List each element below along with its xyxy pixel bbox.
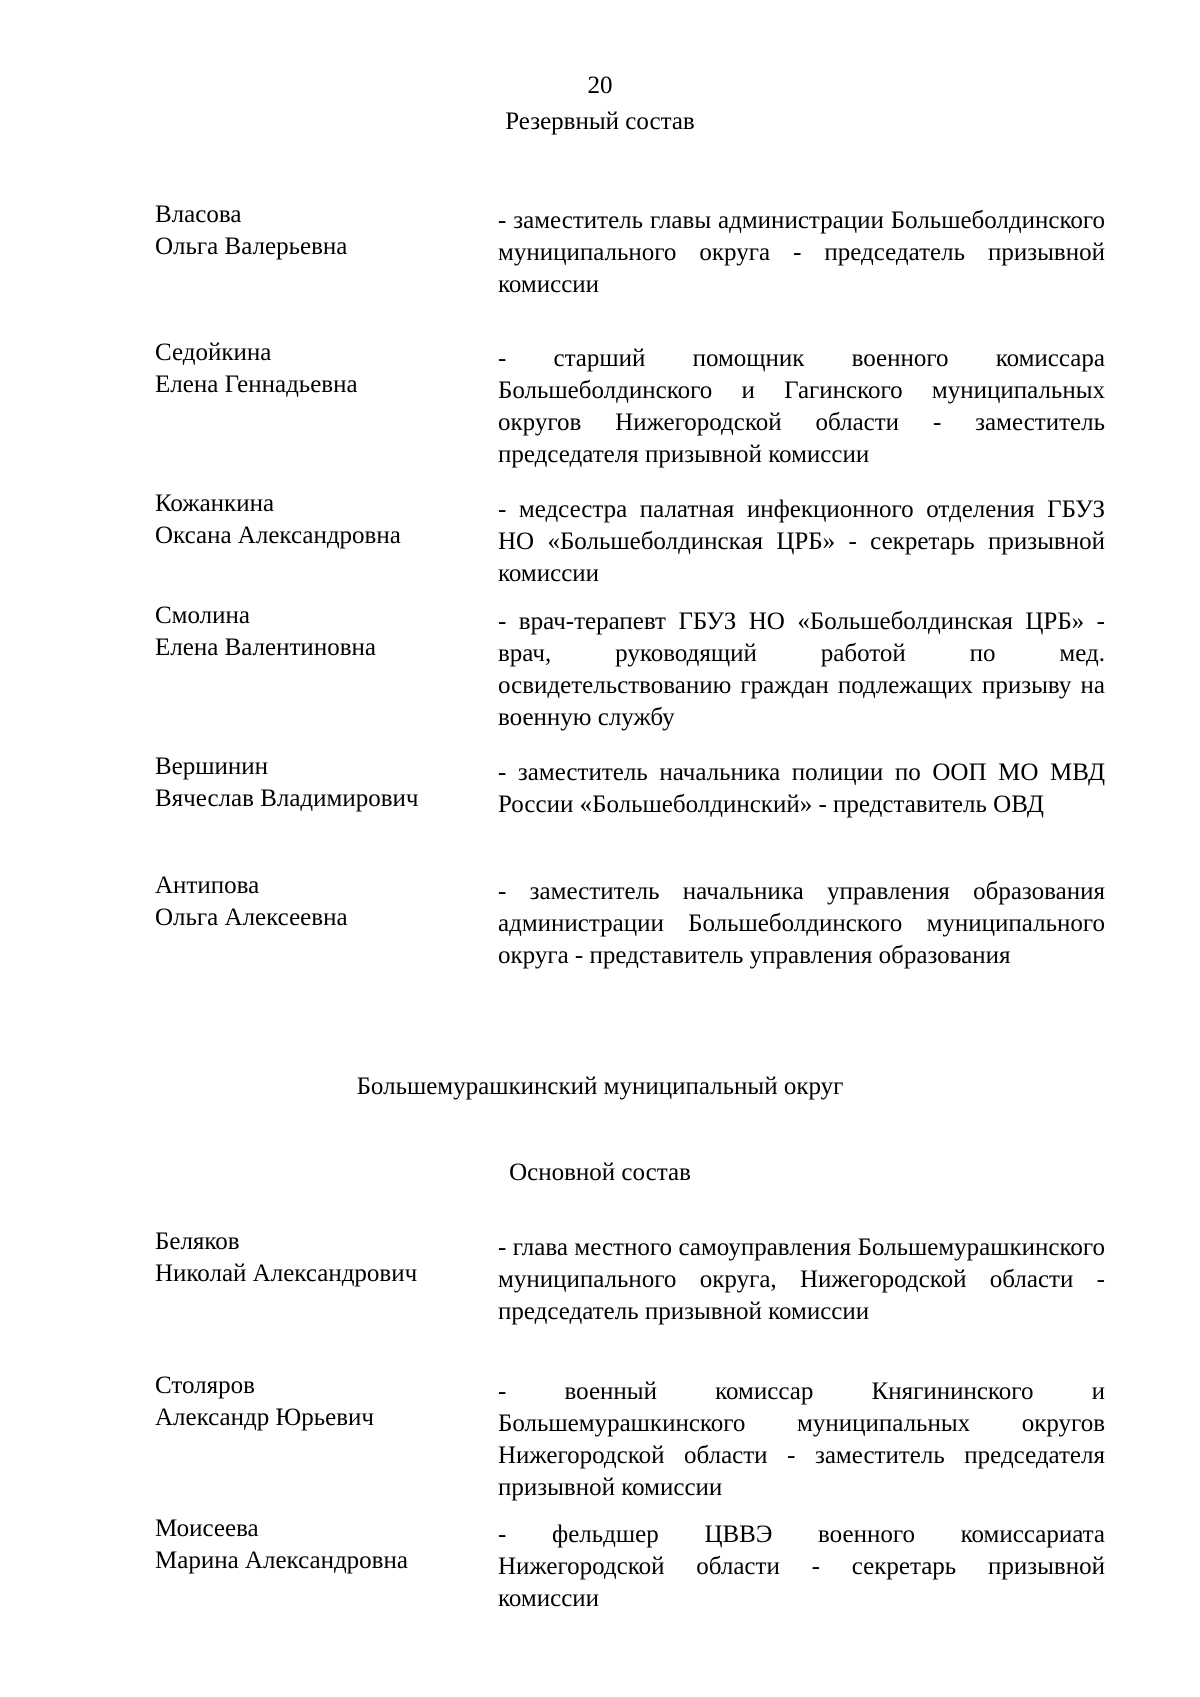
member-given-names: Александр Юрьевич [155, 1404, 374, 1431]
member-name [155, 1513, 485, 1577]
member-surname: Столяров [155, 1372, 255, 1399]
member-name [155, 1370, 485, 1434]
member-given-names: Елена Валентиновна [155, 634, 376, 661]
member-given-names: Ольга Валерьевна [155, 233, 348, 260]
district-heading: Большемурашкинский муниципальный округ [356, 1073, 844, 1100]
member-surname: Кожанкина [155, 490, 275, 517]
member-given-names: Оксана Александровна [155, 522, 401, 549]
member-name [155, 751, 485, 815]
member-surname: Смолина [155, 602, 250, 629]
member-name [155, 870, 485, 934]
section-heading-main: Основной состав [509, 1159, 691, 1186]
member-surname: Власова [155, 201, 242, 228]
member-role: - заместитель начальника полиции по ООП МО МВД России «Большеболдинский» - представитель ОВД [498, 759, 1105, 818]
member-surname: Седойкина [155, 339, 272, 366]
section-heading-reserve: Резервный состав [505, 108, 695, 135]
member-role: - фельдшер ЦВВЭ военного комиссариата Нижегородской области - секретарь призывной комиссии [498, 1521, 1105, 1612]
member-role: - старший помощник военного комиссара Большеболдинского и Гагинского муниципальных округов Нижегородской области - заместитель председателя призывной комиссии [498, 345, 1105, 468]
member-role: - военный комиссар Княгининского и Большемурашкинского муниципальных округов Нижегородской области - заместитель председателя призывной комиссии [498, 1378, 1105, 1501]
member-role: - медсестра палатная инфекционного отделения ГБУЗ НО «Большеболдинская ЦРБ» - секретарь призывной комиссии [498, 496, 1105, 587]
member-name [155, 488, 485, 552]
member-given-names: Вячеслав Владимирович [155, 785, 419, 812]
member-name [155, 199, 485, 263]
member-given-names: Елена Геннадьевна [155, 371, 358, 398]
member-surname: Вершинин [155, 753, 269, 780]
member-name [155, 1226, 485, 1290]
member-role: - глава местного самоуправления Большемурашкинского муниципального округа, Нижегородской области - председатель призывной комиссии [498, 1234, 1105, 1325]
member-role: - заместитель начальника управления образования администрации Большеболдинского муниципального округа - представитель управления образования [498, 878, 1105, 969]
member-role: - заместитель главы администрации Большеболдинского муниципального округа - председатель призывной комиссии [498, 207, 1105, 298]
member-given-names: Марина Александровна [155, 1547, 408, 1574]
member-name [155, 337, 485, 401]
member-surname: Антипова [155, 872, 260, 899]
member-name [155, 600, 485, 664]
member-surname: Беляков [155, 1228, 240, 1255]
member-role: - врач-терапевт ГБУЗ НО «Большеболдинская ЦРБ» - врач, руководящий работой по мед. освидетельствованию граждан подлежащих призыву на военную службу [498, 608, 1105, 731]
member-given-names: Николай Александрович [155, 1260, 418, 1287]
member-surname: Моисеева [155, 1515, 259, 1542]
member-given-names: Ольга Алексеевна [155, 904, 348, 931]
page-number: 20 [587, 72, 613, 99]
